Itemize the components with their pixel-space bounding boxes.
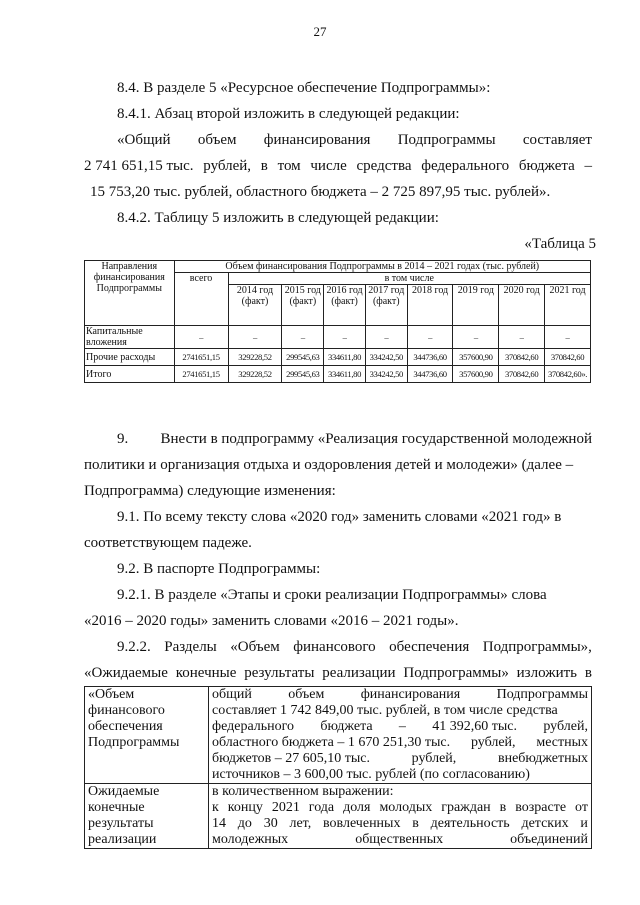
passport-row-financing-value: общий объем финансирования Подпрограммы составляет 1 742 849,00 тыс. рублей, в том числе средства федерального бюджета – 41 392,60 тыс. рублей, областного бюджета – 1 670 251,30 тыс. рублей, местных бюджетов – 27 605,10 тыс. рублей, внебюджетных источников – 3 600,00 тыс. рублей (по согласованию)	[209, 687, 592, 784]
header-year: 2016 год (факт)	[324, 285, 366, 326]
passport-row-results-label	[85, 784, 209, 849]
table-5-caption: «Таблица 5	[524, 236, 596, 252]
para-9-line-3: Подпрограмма) следующие изменения:	[84, 483, 336, 499]
row-value: –	[365, 326, 407, 349]
header-year: 2021 год	[545, 285, 591, 326]
row-label: Капитальные вложения	[85, 326, 175, 349]
label-line: реализации	[88, 832, 157, 847]
word: обеспечения	[389, 639, 470, 655]
row-value: –	[545, 326, 591, 349]
word: составляет	[522, 132, 592, 148]
para-9-1-line-1: 9.1. По всему тексту слова «2020 год» заменить словами «2021 год» в	[117, 509, 562, 525]
word: 14	[212, 816, 226, 831]
word: результаты	[244, 665, 315, 681]
word: Внести в подпрограмму «Реализация государственной молодежной	[160, 431, 592, 447]
word: объем	[288, 687, 325, 702]
word: –	[584, 158, 592, 174]
word: Разделы	[164, 639, 217, 655]
word: финансирования	[263, 132, 371, 148]
para-9-2-1-line-2: «2016 – 2020 годы» заменить словами «2016 – 2021 годы».	[84, 613, 459, 629]
word: средства	[356, 158, 412, 174]
word: возрасте	[515, 800, 567, 815]
header-total: всего	[174, 273, 228, 326]
word: рублей,	[203, 158, 252, 174]
word: федерального	[212, 719, 295, 734]
row-value: 370842,60	[545, 349, 591, 366]
quote-line-1	[117, 131, 592, 149]
row-total: 2741651,15	[174, 366, 228, 383]
row-value: 357600,90	[453, 366, 499, 383]
word: 9.2.2.	[117, 639, 151, 655]
word: 30	[263, 816, 278, 831]
row-value: –	[324, 326, 366, 349]
word: 2021	[271, 800, 300, 815]
word: изложить	[516, 665, 578, 681]
label-line: конечные	[88, 800, 145, 815]
word: конечные	[175, 665, 237, 681]
row-value: 370842,60	[499, 366, 545, 383]
row-value: 334611,80	[324, 366, 366, 383]
para-9-1-line-2: соответствующем падеже.	[84, 535, 252, 551]
word: общий	[212, 687, 252, 702]
word: лет,	[289, 816, 312, 831]
word: бюджета	[518, 158, 575, 174]
para-9-2-2-line-2	[84, 664, 592, 682]
para-9-line-2	[84, 456, 592, 474]
word: рублей,	[411, 751, 457, 766]
header-year: 2015 год (факт)	[282, 285, 324, 326]
word: до	[237, 816, 252, 831]
word: Подпрограммы	[397, 132, 496, 148]
label-line: финансового	[88, 703, 165, 718]
word: концу	[227, 800, 263, 815]
word: объем	[197, 132, 237, 148]
word: рублей,	[470, 735, 516, 750]
word: в	[260, 158, 268, 174]
passport-row-financing-label	[85, 687, 209, 784]
word: объединений	[510, 832, 588, 847]
row-value: –	[228, 326, 282, 349]
row-value: 334242,50	[365, 349, 407, 366]
row-total: 2741651,15	[174, 349, 228, 366]
word: детских	[521, 816, 569, 831]
word: финансирования	[360, 687, 461, 702]
row-value: 329228,52	[228, 349, 282, 366]
row-value: 299545,63	[282, 349, 324, 366]
word: 2 741 651,15 тыс.	[84, 158, 194, 174]
word: областного бюджета – 1 670 251,30 тыс.	[212, 735, 451, 750]
word: внебюджетных	[497, 751, 588, 766]
row-value: 334242,50	[365, 366, 407, 383]
table-row	[85, 366, 591, 383]
label-line: Подпрограммы	[88, 735, 180, 750]
row-value: 357600,90	[453, 349, 499, 366]
word: числе	[310, 158, 347, 174]
word: молодежных	[212, 832, 289, 847]
row-value: –	[407, 326, 453, 349]
label-line: результаты	[88, 816, 154, 831]
row-value: –	[282, 326, 324, 349]
row-value: 344736,60	[407, 349, 453, 366]
header-year: 2019 год	[453, 285, 499, 326]
word: «Ожидаемые	[84, 665, 168, 681]
word: реализации	[322, 665, 396, 681]
word: местных	[536, 735, 588, 750]
header-directions: Направления финансирования Подпрограммы	[85, 261, 175, 326]
row-label: Прочие расходы	[85, 349, 175, 366]
word: года	[308, 800, 335, 815]
word: Подпрограммы»,	[482, 639, 592, 655]
word: в	[499, 800, 507, 815]
label-line: обеспечения	[88, 719, 163, 734]
word: «Объем	[230, 639, 280, 655]
para-8-4: 8.4. В разделе 5 «Ресурсное обеспечение Подпрограммы»:	[117, 80, 491, 96]
table-row	[85, 349, 591, 366]
word: и	[580, 816, 588, 831]
header-year: 2020 год	[499, 285, 545, 326]
para-9-2-1-line-1: 9.2.1. В разделе «Этапы и сроки реализации Подпрограммы» слова	[117, 587, 547, 603]
row-value: 334611,80	[324, 349, 366, 366]
row-value: 299545,63	[282, 366, 324, 383]
para-8-4-2: 8.4.2. Таблицу 5 изложить в следующей редакции:	[117, 210, 439, 226]
word: 41 392,60 тыс.	[432, 719, 518, 734]
header-including: в том числе	[228, 273, 590, 285]
word: доля	[343, 800, 371, 815]
word: Подпрограммы»	[403, 665, 509, 681]
word: к	[212, 800, 219, 815]
word: рублей,	[543, 719, 588, 734]
row-value: 370842,60».	[545, 366, 591, 383]
word: политики и организация отдыха и оздоровления детей и молодежи» (далее –	[84, 457, 574, 473]
row-value: 329228,52	[228, 366, 282, 383]
row-value: –	[453, 326, 499, 349]
header-year: 2017 год (факт)	[365, 285, 407, 326]
para-9-line-1	[117, 430, 592, 448]
word: бюджетов – 27 605,10 тыс.	[212, 751, 370, 766]
word: 9.	[117, 431, 129, 447]
word: от	[575, 800, 588, 815]
quote-line-2	[84, 157, 592, 175]
word: общественных	[355, 832, 444, 847]
page-number: 27	[313, 24, 327, 39]
word: в	[584, 665, 592, 681]
word: «Общий	[117, 132, 171, 148]
passport-row-results-value: в количественном выражении: к концу 2021 года доля молодых граждан в возрасте от 14 до 30 лет, вовлеченных в деятельность детских и молодежных общественных объединений	[209, 784, 592, 849]
table-row	[85, 326, 591, 349]
word: –	[398, 719, 406, 734]
row-label: Итого	[85, 366, 175, 383]
word: финансового	[293, 639, 376, 655]
word: том	[277, 158, 301, 174]
word: граждан	[441, 800, 491, 815]
row-value: 344736,60	[407, 366, 453, 383]
header-year: 2018 год	[407, 285, 453, 326]
para-8-4-1: 8.4.1. Абзац второй изложить в следующей редакции:	[117, 106, 460, 122]
word: молодых	[379, 800, 433, 815]
passport-table	[84, 686, 592, 849]
word: бюджета	[320, 719, 373, 734]
label-line: «Объем	[88, 687, 135, 702]
financing-table	[84, 260, 591, 383]
word: деятельность	[430, 816, 510, 831]
word: Подпрограммы	[496, 687, 588, 702]
word: в	[412, 816, 419, 831]
header-financing-volume: Объем финансирования Подпрограммы в 2014 – 2021 годах (тыс. рублей)	[174, 261, 590, 273]
para-9-2: 9.2. В паспорте Подпрограммы:	[117, 561, 321, 577]
row-value: –	[499, 326, 545, 349]
word: федерального	[421, 158, 510, 174]
quote-line-3: 15 753,20 тыс. рублей, областного бюджета – 2 725 897,95 тыс. рублей».	[90, 184, 551, 200]
row-total: –	[174, 326, 228, 349]
header-year: 2014 год (факт)	[228, 285, 282, 326]
para-9-2-2-line-1	[117, 638, 592, 656]
word: вовлеченных	[323, 816, 401, 831]
label-line: Ожидаемые	[88, 784, 160, 799]
row-value: 370842,60	[499, 349, 545, 366]
